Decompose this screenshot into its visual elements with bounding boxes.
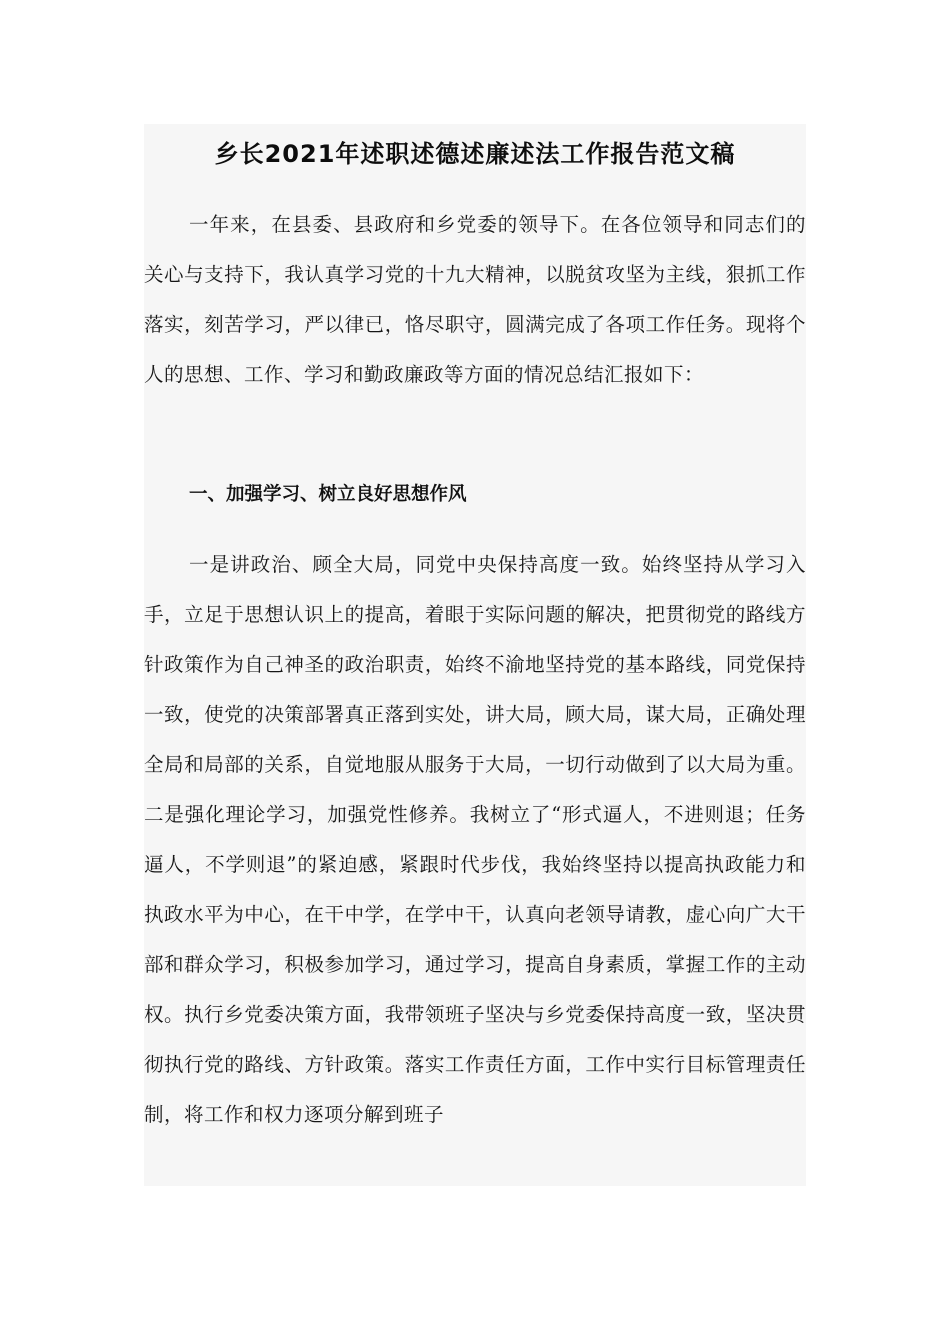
section-heading: 一、加强学习、树立良好思想作风 [189, 484, 467, 505]
intro-paragraph: 一年来，在县委、县政府和乡党委的领导下。在各位领导和同志们的关心与支持下，我认真学习党的十九大精神，以脱贫攻坚为主线，狠抓工作落实，刻苦学习，严以律已，恪尽职守，圆满完成了各项工作任务。现将个人的思想、工作、学习和勤政廉政等方面的情况总结汇报如下： [144, 213, 806, 386]
document-title: 乡长2021年述职述德述廉述法工作报告范文稿 [214, 140, 736, 168]
section-paragraph: 一是讲政治、顾全大局，同党中央保持高度一致。始终坚持从学习入手，立足于思想认识上的提高，着眼于实际问题的解决，把贯彻党的路线方针政策作为自己神圣的政治职责，始终不渝地坚持党的基本路线，同党保持一致，使党的决策部署真正落到实处，讲大局，顾大局，谋大局，正确处理全局和局部的关系，自觉地服从服务于大局，一切行动做到了以大局为重。二是强化理论学习，加强党性修养。我树立了“形式逼人，不进则退；任务逼人，不学则退”的紧迫感，紧跟时代步伐，我始终坚持以提高执政能力和执政水平为中心，在干中学，在学中干，认真向老领导请教，虚心向广大干部和群众学习，积极参加学习，通过学习，提高自身素质，掌握工作的主动权。执行乡党委决策方面，我带领班子坚决与乡党委保持高度一致，坚决贯彻执行党的路线、方针政策。落实工作责任方面，工作中实行目标管理责任制，将工作和权力逐项分解到班子 [144, 553, 806, 1126]
